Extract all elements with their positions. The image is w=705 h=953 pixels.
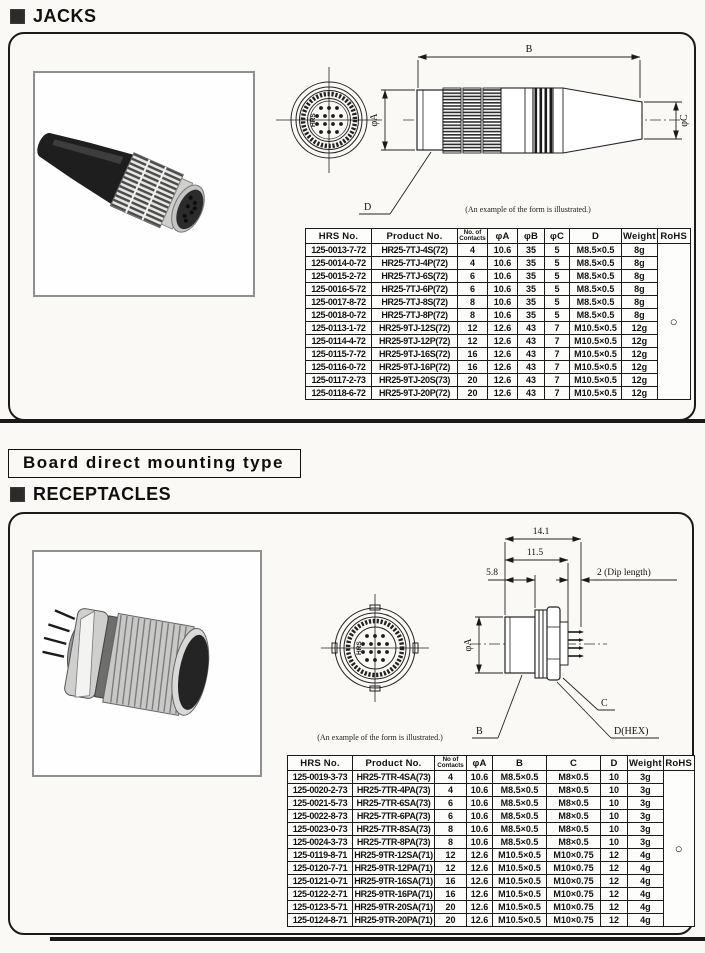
table-cell: M8×0.5 [547,810,601,823]
table-row [306,387,691,400]
table-cell: 16 [458,348,488,361]
table-cell: 12.6 [488,335,518,348]
table-cell: 5 [545,244,570,257]
table-cell: M8.5×0.5 [493,836,547,849]
receptacle-photo [32,550,262,777]
table-cell: 4g [628,862,664,875]
table-cell: 12.6 [467,888,493,901]
table-cell: HR25-7TR-6PA(73) [353,810,435,823]
table-cell: 12g [622,387,658,400]
table-cell: M8.5×0.5 [570,283,622,296]
table-row [288,901,695,914]
table-cell: 125-0018-0-72 [306,309,372,322]
column-header: φA [467,756,493,771]
table-cell: 12g [622,348,658,361]
table-row [306,270,691,283]
table-cell: M8×0.5 [547,771,601,784]
spec-table [305,228,691,400]
table-cell: 125-0016-5-72 [306,283,372,296]
table-cell: 10 [601,797,628,810]
table-cell: 125-0019-3-73 [288,771,353,784]
column-header: Product No. [353,756,435,771]
table-cell: 20 [458,387,488,400]
table-cell: M10.5×0.5 [493,901,547,914]
table-cell: 12 [601,914,628,927]
table-cell: 10.6 [488,296,518,309]
table-cell: HR25-9TJ-16P(72) [372,361,458,374]
table-cell: 8 [435,836,467,849]
table-cell: 12 [601,862,628,875]
face-brand-text: HRS [310,113,317,127]
table-cell: 10.6 [467,810,493,823]
table-cell: 12 [435,849,467,862]
label-c: C [601,698,608,709]
table-cell: 6 [435,797,467,810]
table-cell: 125-0024-3-73 [288,836,353,849]
jack-dimension-drawing [263,38,697,220]
dim-phi-c-label: φC [679,114,690,127]
column-header: No of Contacts [435,756,467,771]
table-cell: HR25-7TJ-8S(72) [372,296,458,309]
table-cell: HR25-9TJ-20P(72) [372,387,458,400]
column-header: φA [488,229,518,244]
table-cell: 10 [601,784,628,797]
table-cell: 3g [628,784,664,797]
table-cell: 4 [435,771,467,784]
table-cell: 12 [458,335,488,348]
table-cell: M10.5×0.5 [493,862,547,875]
table-cell: 8g [622,309,658,322]
table-cell: 8g [622,296,658,309]
table-cell: 35 [518,309,545,322]
table-cell: 20 [458,374,488,387]
table-cell: 10 [601,823,628,836]
table-cell: 20 [435,914,467,927]
table-cell: 7 [545,374,570,387]
receptacles-section-header [10,484,171,505]
table-cell: 125-0022-8-73 [288,810,353,823]
column-header: φC [545,229,570,244]
table-cell: 5 [545,309,570,322]
table-row [288,862,695,875]
table-cell: 5 [545,270,570,283]
table-cell: 125-0118-6-72 [306,387,372,400]
column-header: RoHS [657,229,690,244]
table-cell: M8×0.5 [547,823,601,836]
receptacle-photo-illustration [34,552,260,775]
table-cell: 12g [622,322,658,335]
table-cell: 10.6 [488,270,518,283]
table-cell: M8.5×0.5 [570,244,622,257]
table-cell: M10×0.75 [547,914,601,927]
table-cell: HR25-9TR-16SA(71) [354,876,433,886]
table-row [288,797,695,810]
table-cell: HR25-9TJ-20S(73) [372,374,458,387]
table-cell: 6 [435,810,467,823]
table-cell: 125-0124-8-71 [288,914,353,927]
table-cell: HR25-9TJ-16S(72) [372,348,458,361]
table-cell: 12 [458,322,488,335]
jacks-title: JACKS [33,6,97,26]
table-cell: 6 [458,283,488,296]
table-cell: 4g [628,849,664,862]
table-cell: 125-0013-7-72 [306,244,372,257]
table-cell: M8.5×0.5 [570,296,622,309]
table-cell: 12.6 [467,862,493,875]
table-cell: 125-0120-7-71 [288,862,353,875]
table-cell: M10×0.75 [547,875,601,888]
table-cell: HR25-7TR-8SA(73) [353,823,435,836]
table-cell: 10.6 [467,823,493,836]
jacks-caption: (An example of the form is illustrated.) [465,205,591,214]
table-cell: HR25-9TR-12SA(71) [354,850,433,860]
table-cell: HR25-9TR-12PA(71) [353,862,435,875]
table-cell: HR25-7TR-8PA(73) [353,836,435,849]
table-cell: HR25-7TR-6SA(73) [353,797,435,810]
table-cell: M8×0.5 [547,784,601,797]
table-cell: 3g [628,797,664,810]
table-row [306,296,691,309]
table-cell: 10.6 [488,244,518,257]
table-cell: 7 [545,322,570,335]
dim-58-label: 5.8 [486,568,498,578]
table-cell: 10.6 [467,771,493,784]
table-cell: 12.6 [467,875,493,888]
column-header: HRS No. [288,756,353,771]
table-cell: 4g [628,888,664,901]
board-mounting-type-label: Board direct mounting type [8,449,301,478]
table-cell: HR25-7TJ-8P(72) [372,309,458,322]
scan-divider-bar [0,419,705,423]
table-cell: 43 [518,335,545,348]
receptacles-caption: (An example of the form is illustrated.) [317,733,443,742]
column-header: HRS No. [306,229,372,244]
dim-phi-a-label: φA [463,638,474,652]
dim-b-label: B [525,44,533,55]
table-cell: HR25-9TJ-12S(72) [372,322,458,335]
table-cell: 125-0115-7-72 [306,348,372,361]
table-cell: M8.5×0.5 [493,810,547,823]
jack-side-view [359,44,690,214]
table-row [288,823,695,836]
table-cell: 35 [518,244,545,257]
table-cell: 20 [435,901,467,914]
table-cell: M8×0.5 [547,797,601,810]
column-header: B [493,756,547,771]
table-cell: 8 [458,296,488,309]
receptacle-front-view [321,594,429,702]
table-cell: 12.6 [467,901,493,914]
column-header: RoHS [663,756,694,771]
table-cell: 10 [601,810,628,823]
receptacles-title: RECEPTACLES [33,484,172,504]
table-cell: 12 [435,862,467,875]
table-cell: 10 [601,836,628,849]
receptacles-spec-table [287,755,695,927]
column-header: Product No. [372,229,458,244]
table-cell: M8.5×0.5 [570,270,622,283]
table-cell: 43 [518,322,545,335]
face-brand-text: HRS [356,641,363,655]
table-cell: HR25-7TR-4PA(73) [353,784,435,797]
table-row [288,849,695,862]
table-cell: 16 [435,888,467,901]
table-cell: 125-0023-0-73 [288,823,353,836]
table-row [306,361,691,374]
table-row [288,888,695,901]
table-cell: M10.5×0.5 [570,348,622,361]
table-cell: 12 [601,849,628,862]
page-bottom-bar [50,937,705,941]
table-row [288,914,695,927]
jack-photo [33,71,255,297]
jack-front-view [276,67,382,173]
table-cell: M10×0.75 [547,901,601,914]
table-cell: HR25-7TJ-4S(72) [372,244,458,257]
table-cell: 5 [545,257,570,270]
table-cell: 12g [622,335,658,348]
table-cell: 12 [601,888,628,901]
table-cell: 4g [628,914,664,927]
table-cell: 5 [545,296,570,309]
table-cell: 12.6 [488,361,518,374]
table-cell: 10.6 [488,309,518,322]
dim-141-label: 14.1 [532,527,550,537]
table-cell: M10.5×0.5 [570,387,622,400]
table-cell: M10×0.75 [547,849,601,862]
column-header: No. of Contacts [459,228,486,242]
table-cell: 12g [622,361,658,374]
column-header: C [547,756,601,771]
table-cell: 4 [435,784,467,797]
table-cell: 12.6 [488,387,518,400]
table-row [306,244,691,257]
table-cell: M10.5×0.5 [570,335,622,348]
column-header: D [570,229,622,244]
table-cell: 125-0114-4-72 [306,335,372,348]
table-cell: 8 [435,823,467,836]
table-cell: 35 [518,296,545,309]
table-cell: M8.5×0.5 [570,309,622,322]
table-cell: HR25-7TJ-6S(72) [372,270,458,283]
table-cell: M8.5×0.5 [493,771,547,784]
column-header: Weight [629,757,662,769]
table-cell: 10.6 [488,257,518,270]
table-cell: 125-0116-0-72 [306,361,372,374]
table-cell: 7 [545,348,570,361]
table-cell: 8g [622,283,658,296]
table-cell: M10.5×0.5 [493,875,547,888]
table-row [306,374,691,387]
table-cell: M8.5×0.5 [493,784,547,797]
table-cell: 7 [545,361,570,374]
table-cell: 3g [628,810,664,823]
table-cell: M10×0.75 [547,888,601,901]
dim-115-label: 11.5 [526,548,544,558]
table-cell: 12g [622,374,658,387]
table-cell: 7 [545,335,570,348]
table-cell: 12.6 [488,348,518,361]
table-cell: M10.5×0.5 [570,361,622,374]
table-cell: 3g [628,823,664,836]
table-row [306,283,691,296]
table-cell: M8×0.5 [547,836,601,849]
table-cell: M8.5×0.5 [493,797,547,810]
column-header: D [601,756,628,771]
table-row [288,836,695,849]
table-cell: 8g [622,270,658,283]
jack-photo-illustration [35,73,253,295]
dim-dip-label: 2 (Dip length) [597,568,651,578]
table-cell: 12 [601,875,628,888]
table-cell: 8 [458,309,488,322]
table-row [288,771,695,784]
table-row [288,875,695,888]
table-row [288,810,695,823]
table-cell: M10.5×0.5 [493,849,547,862]
table-cell: 10 [601,771,628,784]
table-cell: 12 [601,901,628,914]
table-cell: 125-0017-8-72 [306,296,372,309]
table-cell: 16 [458,361,488,374]
table-cell: 10.6 [488,283,518,296]
dim-phi-a-label: φA [369,113,380,127]
column-header: φB [518,229,545,244]
column-header: Weight [623,230,656,242]
table-cell: 10.6 [467,797,493,810]
section-bullet-icon [10,9,25,24]
table-cell: 4 [458,257,488,270]
table-cell: 3g [628,836,664,849]
label-b: B [476,726,483,737]
table-cell: 4g [628,901,664,914]
label-d-hex: D(HEX) [614,726,649,737]
table-cell: 43 [518,361,545,374]
table-cell: 4 [458,244,488,257]
table-cell: 8g [622,244,658,257]
table-cell: 12.6 [488,322,518,335]
table-cell: HR25-9TR-20PA(71) [353,914,435,927]
table-row [306,309,691,322]
table-cell: M8.5×0.5 [493,823,547,836]
table-cell: 12.6 [488,374,518,387]
table-cell: 7 [545,387,570,400]
section-bullet-icon [10,487,25,502]
table-cell: M10.5×0.5 [570,322,622,335]
table-cell: 125-0020-2-73 [288,784,353,797]
jacks-section-header [10,6,97,27]
table-cell: 12.6 [467,849,493,862]
label-d: D [364,202,372,213]
table-cell: 43 [518,374,545,387]
rohs-compliance-mark: ○ [657,244,690,400]
table-cell: 10.6 [467,784,493,797]
table-cell: 43 [518,387,545,400]
table-row [288,784,695,797]
table-cell: 6 [458,270,488,283]
table-cell: 125-0113-1-72 [306,322,372,335]
table-cell: 16 [435,875,467,888]
table-cell: 125-0117-2-73 [306,374,372,387]
table-cell: 8g [622,257,658,270]
receptacle-side-view [463,527,677,738]
table-cell: 125-0014-0-72 [306,257,372,270]
table-cell: HR25-9TR-20SA(71) [354,902,433,912]
table-cell: 125-0123-5-71 [288,901,353,914]
table-cell: HR25-7TJ-4P(72) [372,257,458,270]
table-cell: M10.5×0.5 [570,374,622,387]
receptacle-dimension-drawing [285,515,700,750]
table-cell: M10×0.75 [547,862,601,875]
table-row [306,257,691,270]
spec-table [287,755,695,927]
table-cell: 12.6 [467,914,493,927]
table-cell: 10.6 [467,836,493,849]
table-cell: 125-0021-5-73 [288,797,353,810]
table-cell: M10.5×0.5 [493,914,547,927]
jacks-spec-table [305,228,691,400]
table-cell: 3g [628,771,664,784]
table-cell: M8.5×0.5 [570,257,622,270]
table-cell: HR25-9TJ-12P(72) [372,335,458,348]
table-cell: 4g [628,875,664,888]
table-row [306,322,691,335]
table-cell: 125-0122-2-71 [288,888,353,901]
table-cell: 35 [518,283,545,296]
table-cell: 35 [518,270,545,283]
table-cell: 125-0121-0-71 [288,875,353,888]
table-cell: HR25-7TR-4SA(73) [353,771,435,784]
table-cell: 43 [518,348,545,361]
table-row [306,335,691,348]
table-cell: 35 [518,257,545,270]
table-row [306,348,691,361]
table-cell: 125-0015-2-72 [306,270,372,283]
table-cell: M10.5×0.5 [493,888,547,901]
table-cell: HR25-7TJ-6P(72) [372,283,458,296]
table-cell: 5 [545,283,570,296]
table-cell: 125-0119-8-71 [288,849,353,862]
rohs-compliance-mark: ○ [663,771,694,927]
table-cell: HR25-9TR-16PA(71) [353,888,435,901]
